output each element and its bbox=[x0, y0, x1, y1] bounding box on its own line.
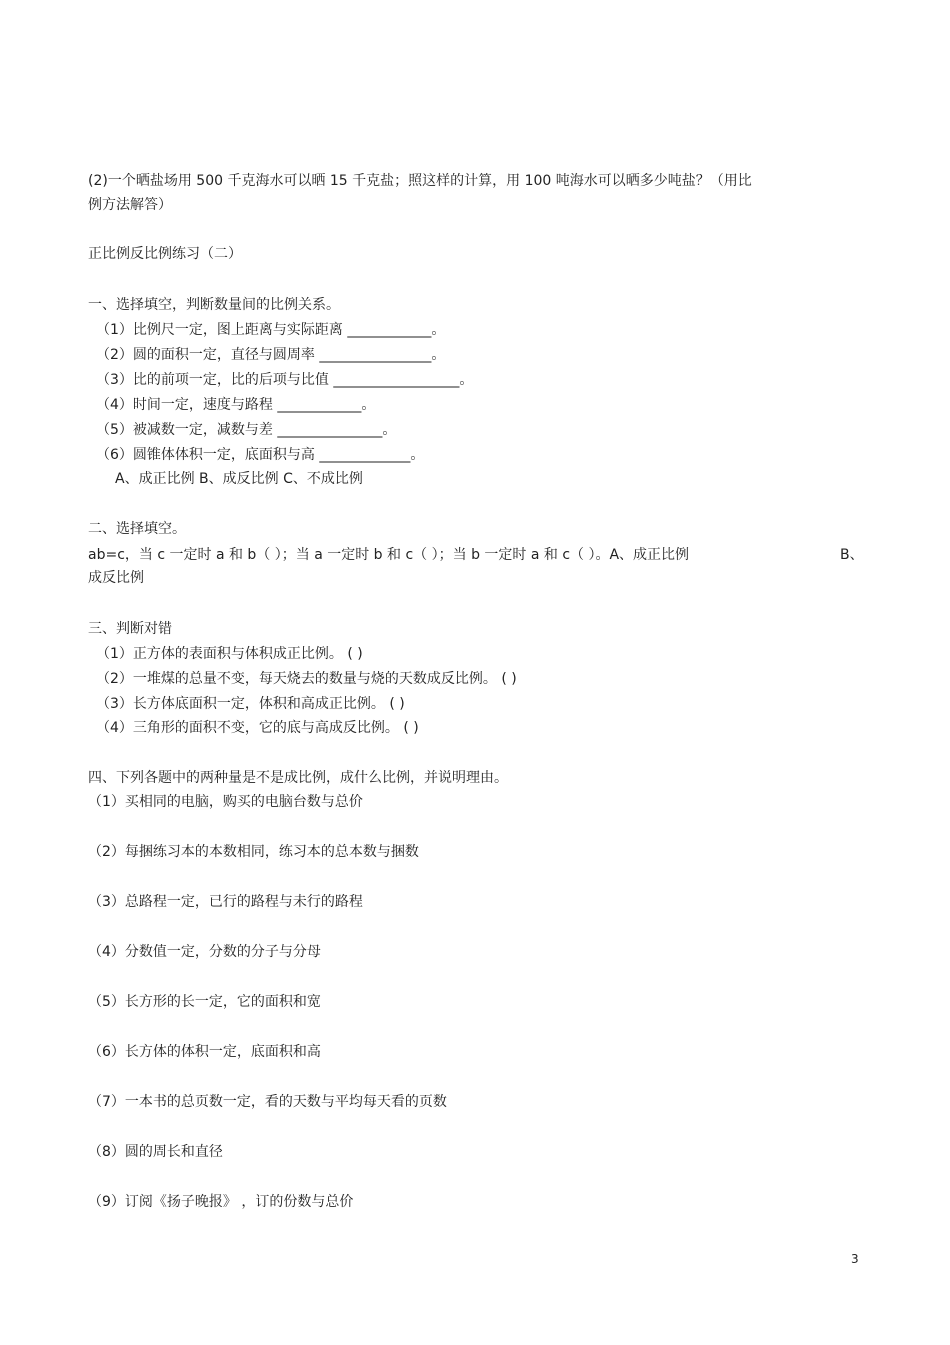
section-4-item: （4）分数值一定，分数的分子与分母 bbox=[88, 944, 321, 960]
section-4-item: （3）总路程一定，已行的路程与未行的路程 bbox=[88, 894, 363, 910]
section-2-line-1-right: B、 bbox=[840, 547, 864, 563]
section-4-item: （5）长方形的长一定，它的面积和宽 bbox=[88, 994, 321, 1010]
section-4-item: （8）圆的周长和直径 bbox=[88, 1144, 223, 1160]
section-4-item: （2）每捆练习本的本数相同，练习本的总本数与捆数 bbox=[88, 844, 419, 860]
section-1-item: （4）时间一定，速度与路程 ____________。 bbox=[96, 397, 376, 413]
section-3-item: （4）三角形的面积不变，它的底与高成反比例。 ( ) bbox=[96, 720, 419, 736]
section-3-heading: 三、判断对错 bbox=[88, 621, 172, 637]
section-2-line-2: 成反比例 bbox=[88, 570, 144, 586]
section-4-item: （9）订阅《扬子晚报》 ，订的份数与总价 bbox=[88, 1194, 354, 1210]
section-1-item: （5）被减数一定，减数与差 _______________。 bbox=[96, 422, 397, 438]
page-number: 3 bbox=[851, 1252, 859, 1266]
section-2-line-1: ab=c，当 c 一定时 a 和 b（ ）；当 a 一定时 b 和 c（ ）；当 b 一定时 a 和 c（ ）。A、成正比例 bbox=[88, 547, 690, 563]
section-1-item: （1）比例尺一定，图上距离与实际距离 ____________。 bbox=[96, 322, 446, 338]
worksheet-title: 正比例反比例练习（二） bbox=[88, 246, 242, 262]
section-1-item: （3）比的前项一定，比的后项与比值 __________________。 bbox=[96, 372, 474, 388]
section-3-item: （1）正方体的表面积与体积成正比例。 ( ) bbox=[96, 646, 363, 662]
section-1-item: （6）圆锥体体积一定，底面积与高 _____________。 bbox=[96, 447, 425, 463]
section-1-heading: 一、选择填空，判断数量间的比例关系。 bbox=[88, 297, 340, 313]
section-1-options: A、成正比例 B、成反比例 C、不成比例 bbox=[115, 471, 363, 487]
section-2-heading: 二、选择填空。 bbox=[88, 521, 186, 537]
section-4-item: （6）长方体的体积一定，底面积和高 bbox=[88, 1044, 321, 1060]
section-3-item: （3）长方体底面积一定，体积和高成正比例。 ( ) bbox=[96, 696, 405, 712]
section-4-item: （7）一本书的总页数一定，看的天数与平均每天看的页数 bbox=[88, 1094, 447, 1110]
section-3-item: （2）一堆煤的总量不变，每天烧去的数量与烧的天数成反比例。 ( ) bbox=[96, 671, 517, 687]
section-1-item: （2）圆的面积一定，直径与圆周率 ________________。 bbox=[96, 347, 446, 363]
problem-2-line-2: 例方法解答） bbox=[88, 197, 172, 213]
problem-2-line-1: (2)一个晒盐场用 500 千克海水可以晒 15 千克盐；照这样的计算，用 100 吨海水可以晒多少吨盐？（用比 bbox=[88, 173, 752, 189]
section-4-heading: 四、下列各题中的两种量是不是成比例，成什么比例，并说明理由。 bbox=[88, 770, 508, 786]
section-4-item: （1）买相同的电脑，购买的电脑台数与总价 bbox=[88, 794, 363, 810]
